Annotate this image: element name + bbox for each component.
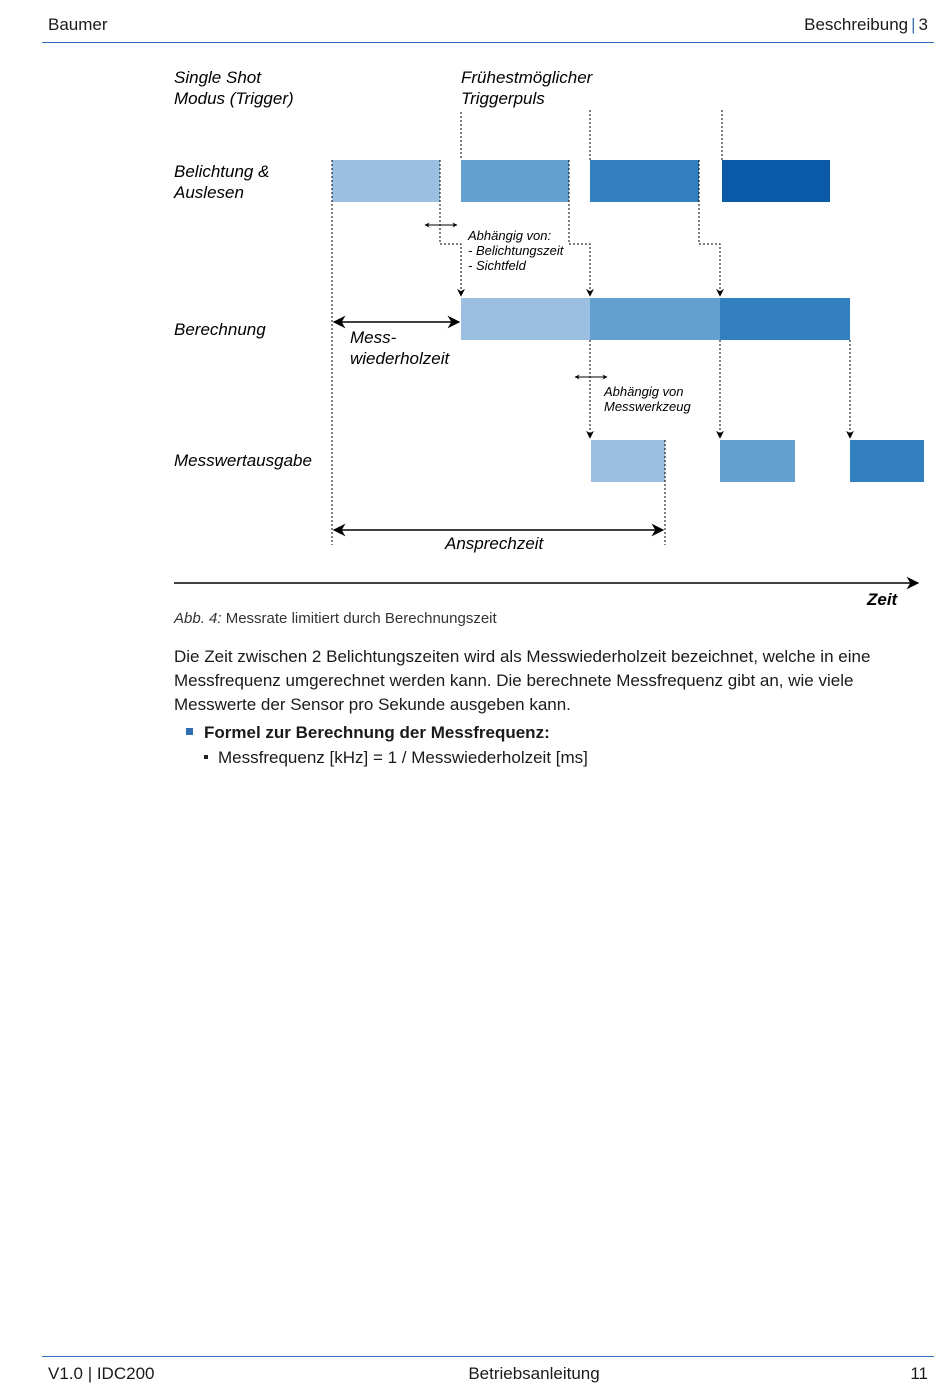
exposure-bar-2 [461,160,569,202]
output-bar-2 [720,440,795,482]
label-trigger-pulse-line2: Triggerpuls [461,89,545,108]
header-separator: | [911,15,916,34]
label-trigger-pulse-line1: Frühestmöglicher [461,68,593,87]
repeat-time-line1: Mess- [350,328,397,347]
connector-exposure3-calc3 [699,160,720,296]
header-chapter-number: 3 [918,15,928,34]
output-bar-3 [850,440,924,482]
footer-title: Betriebsanleitung [468,1364,600,1383]
caption-text: Messrate limitiert durch Berechnungszeit [225,610,497,627]
bullet-text: Formel zur Berechnung der Messfrequenz: [204,723,550,742]
calc-bar-3 [720,298,850,340]
exposure-bar-1 [332,160,440,202]
connector-exposure1-calc1 [440,160,461,296]
sub-bullet-item [204,748,588,768]
connector-exposure2-calc2 [569,160,590,296]
time-axis-label: Zeit [867,590,898,609]
label-output: Messwertausgabe [174,451,312,470]
figure-caption [174,610,497,627]
note2-line2: Messwerkzeug [604,399,691,414]
label-trigger-line1: Single Shot [174,68,261,87]
footer-rule [42,1356,934,1357]
response-time-label: Ansprechzeit [445,534,544,553]
sub-bullet-text: Messfrequenz [kHz] = 1 / Messwiederholzeit [ms] [218,748,588,767]
note1-line3: - Sichtfeld [468,258,526,273]
bullet-square-icon [186,728,193,735]
label-exposure-line1: Belichtung & [174,162,270,181]
note2-line1: Abhängig von [604,384,684,399]
header-brand: Baumer [48,15,108,34]
output-bar-1 [591,440,665,482]
caption-prefix: Abb. 4: [174,610,222,627]
exposure-bar-4 [722,160,830,202]
repeat-time-line2: wiederholzeit [350,349,450,368]
note1-line1: Abhängig von: [468,228,552,243]
label-calculation: Berechnung [174,320,266,339]
header-section-title: Beschreibung [804,15,909,34]
bullet-item [186,723,550,743]
footer-page-number: 11 [910,1364,928,1383]
label-exposure-line2: Auslesen [174,183,244,202]
sub-bullet-square-icon [204,755,208,759]
note1-line2: - Belichtungszeit [468,243,564,258]
label-trigger-line2: Modus (Trigger) [174,89,294,108]
calc-bar-1 [461,298,590,340]
footer-version: V1.0 | IDC200 [48,1364,155,1383]
calc-bar-2 [590,298,720,340]
exposure-bar-3 [590,160,699,202]
body-paragraph: Die Zeit zwischen 2 Belichtungszeiten wird als Messwiederholzeit bezeichnet, welche in eine Messfrequenz umgerechnet werden kann. Die berechnete Messfrequenz gibt an, wie viele Messwerte der Sensor pro Sekunde ausgeben kann. [174,647,871,714]
timing-diagram [0,0,950,615]
